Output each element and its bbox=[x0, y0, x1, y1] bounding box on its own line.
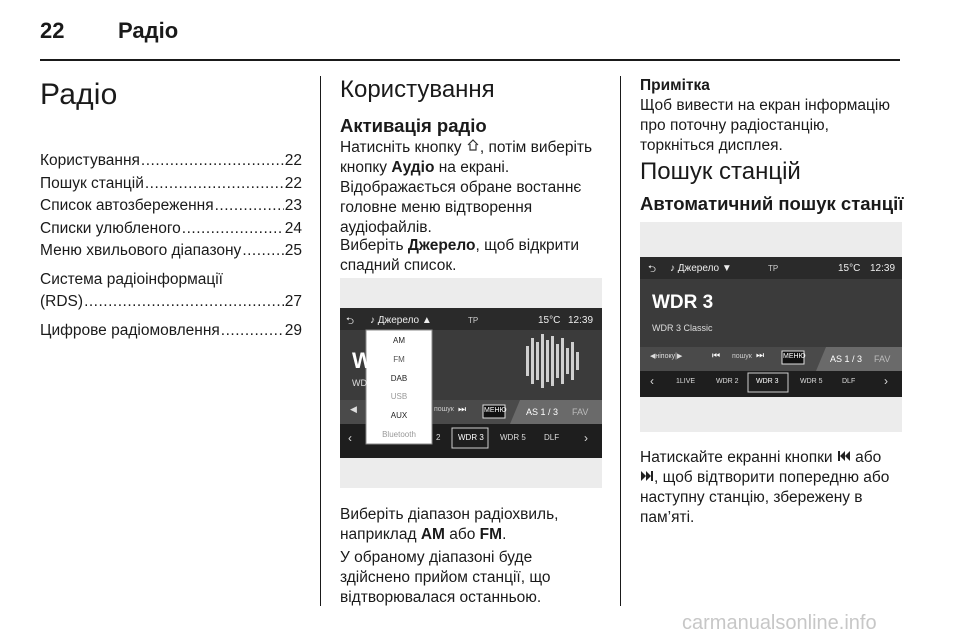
section-heading: Пошук станцій bbox=[640, 158, 801, 185]
toc-label: Списки улюбленого bbox=[40, 219, 181, 237]
column-divider bbox=[320, 76, 321, 606]
toc-page: 29 bbox=[284, 321, 302, 339]
table-of-contents bbox=[40, 150, 302, 342]
toc-page: 24 bbox=[284, 219, 302, 237]
paragraph: Виберіть Джерело, щоб відкрити спадний список. bbox=[340, 237, 580, 274]
toc-label: Пошук станцій bbox=[40, 174, 144, 192]
seek-back-icon bbox=[837, 448, 851, 468]
paragraph: Натисніть кнопку , потім виберіть кнопку Аудіо на екрані. Відображається обране востаннє головне меню відтворення аудіофайлів. bbox=[340, 139, 593, 237]
tune-button[interactable]: ◀ніпоку|▶ bbox=[650, 353, 683, 360]
toc-page: 22 bbox=[284, 174, 302, 192]
preset-button[interactable]: WDR 3 bbox=[756, 378, 779, 385]
dropdown-item-aux[interactable]: AUX bbox=[390, 411, 408, 421]
header-rule bbox=[40, 59, 900, 61]
home-icon bbox=[466, 138, 480, 158]
station-subtitle: WDR 3 Classic bbox=[652, 323, 713, 333]
toc-entry[interactable] bbox=[40, 173, 302, 196]
source-button[interactable]: ♪ Джерело ▼ bbox=[670, 263, 732, 274]
toc-label: Список автозбереження bbox=[40, 197, 214, 214]
seek-next-button[interactable]: ⏭ bbox=[756, 350, 765, 360]
menu-button[interactable]: МЕНЮ bbox=[484, 407, 507, 414]
seek-prev-button[interactable]: ⏮ bbox=[712, 350, 721, 360]
prev-button[interactable]: ◀ bbox=[350, 404, 357, 414]
toc-page: 27 bbox=[284, 293, 302, 310]
chevron-left-icon[interactable]: ‹ bbox=[650, 374, 654, 388]
toc-label: Система радіоінформації bbox=[40, 270, 223, 288]
clock: 12:39 bbox=[568, 315, 594, 326]
toc-entry[interactable] bbox=[40, 195, 302, 218]
toc-label: Цифрове радіомовлення bbox=[40, 321, 220, 339]
preset-button[interactable]: DLF bbox=[544, 433, 560, 442]
temperature: 15°C bbox=[538, 315, 561, 326]
dropdown-item-usb[interactable]: USB bbox=[390, 392, 408, 402]
station-name: W bbox=[352, 348, 373, 373]
toc-page: 23 bbox=[284, 197, 302, 214]
column-divider bbox=[620, 76, 621, 606]
preset-button[interactable]: 1LIVE bbox=[676, 378, 696, 385]
radio-screenshot-station bbox=[640, 222, 902, 432]
dropdown-item-dab[interactable]: DAB bbox=[390, 373, 408, 383]
paragraph: Натискайте екранні кнопки або , щоб відтворити попередню або наступну станцію, збережену в пам’яті. bbox=[640, 449, 890, 527]
preset-button[interactable]: WDR 5 bbox=[500, 433, 526, 442]
waveform bbox=[526, 334, 579, 388]
station-subtitle: WD bbox=[352, 378, 367, 388]
toc-entry[interactable] bbox=[40, 320, 302, 343]
note-title: Примітка bbox=[640, 77, 710, 94]
station-name: WDR 3 bbox=[652, 292, 714, 313]
back-icon[interactable]: ⮌ bbox=[346, 316, 355, 327]
preset-button[interactable]: 2 bbox=[436, 433, 441, 442]
page-number: 22 bbox=[40, 18, 65, 43]
preset-button[interactable]: WDR 5 bbox=[800, 378, 823, 385]
chevron-left-icon[interactable]: ‹ bbox=[348, 431, 352, 445]
toc-entry[interactable] bbox=[40, 240, 302, 263]
toc-label: Користування bbox=[40, 152, 140, 169]
subsection-heading: Автоматичний пошук станції bbox=[640, 193, 904, 214]
section-title: Радіо bbox=[118, 18, 179, 43]
toc-page: 22 bbox=[284, 152, 302, 169]
source-dropdown bbox=[366, 332, 432, 445]
paragraph: Виберіть діапазон радіохвиль, наприклад AM або FM. bbox=[340, 506, 559, 543]
paragraph: У обраному діапазоні буде здійснено прийом станції, що відтворювалася останньою. bbox=[340, 549, 551, 606]
note-block: Примітка Щоб вивести на екран інформацію про поточну радіостанцію, торкніться дисплея. bbox=[640, 76, 910, 156]
dropdown-item-fm[interactable]: FM bbox=[393, 354, 405, 364]
autostore-button[interactable]: AS 1 / 3 bbox=[526, 407, 559, 417]
clock: 12:39 bbox=[870, 263, 896, 274]
toc-page: 25 bbox=[284, 242, 302, 259]
tp-indicator: TP bbox=[768, 264, 779, 273]
source-button[interactable]: ♪ Джерело ▲ bbox=[370, 315, 432, 326]
fav-button[interactable]: FAV bbox=[874, 354, 891, 364]
chapter-title: Радіо bbox=[40, 78, 118, 111]
tp-indicator: TP bbox=[468, 316, 479, 325]
search-label: пошук bbox=[434, 406, 454, 413]
watermark: carmanualsonline.info bbox=[682, 612, 877, 634]
chevron-right-icon[interactable]: › bbox=[884, 374, 888, 388]
dropdown-item-bluetooth[interactable]: Bluetooth bbox=[382, 429, 416, 439]
preset-button[interactable]: WDR 3 bbox=[458, 433, 484, 442]
preset-button[interactable]: DLF bbox=[842, 378, 856, 385]
search-label: пошук bbox=[732, 353, 752, 360]
subsection-heading: Активація радіо bbox=[340, 115, 487, 136]
radio-screenshot-source-menu bbox=[340, 278, 602, 488]
seek-next-button[interactable]: ⏭ bbox=[458, 404, 467, 414]
toc-label: Меню хвильового діапазону bbox=[40, 242, 242, 259]
toc-entry[interactable] bbox=[40, 150, 302, 173]
temperature: 15°C bbox=[838, 263, 861, 274]
fav-button[interactable]: FAV bbox=[572, 407, 589, 417]
preset-button[interactable]: WDR 2 bbox=[716, 378, 739, 385]
dropdown-item-am[interactable]: AM bbox=[393, 336, 405, 345]
toc-entry[interactable] bbox=[40, 269, 302, 314]
chevron-right-icon[interactable]: › bbox=[584, 431, 588, 445]
toc-entry[interactable] bbox=[40, 218, 302, 241]
back-icon[interactable]: ⮌ bbox=[648, 264, 657, 275]
toc-label: (RDS) bbox=[40, 293, 84, 310]
autostore-button[interactable]: AS 1 / 3 bbox=[830, 354, 863, 364]
seek-forward-icon bbox=[640, 468, 654, 488]
menu-button[interactable]: МЕНЮ bbox=[783, 353, 806, 360]
section-heading: Користування bbox=[340, 76, 495, 103]
